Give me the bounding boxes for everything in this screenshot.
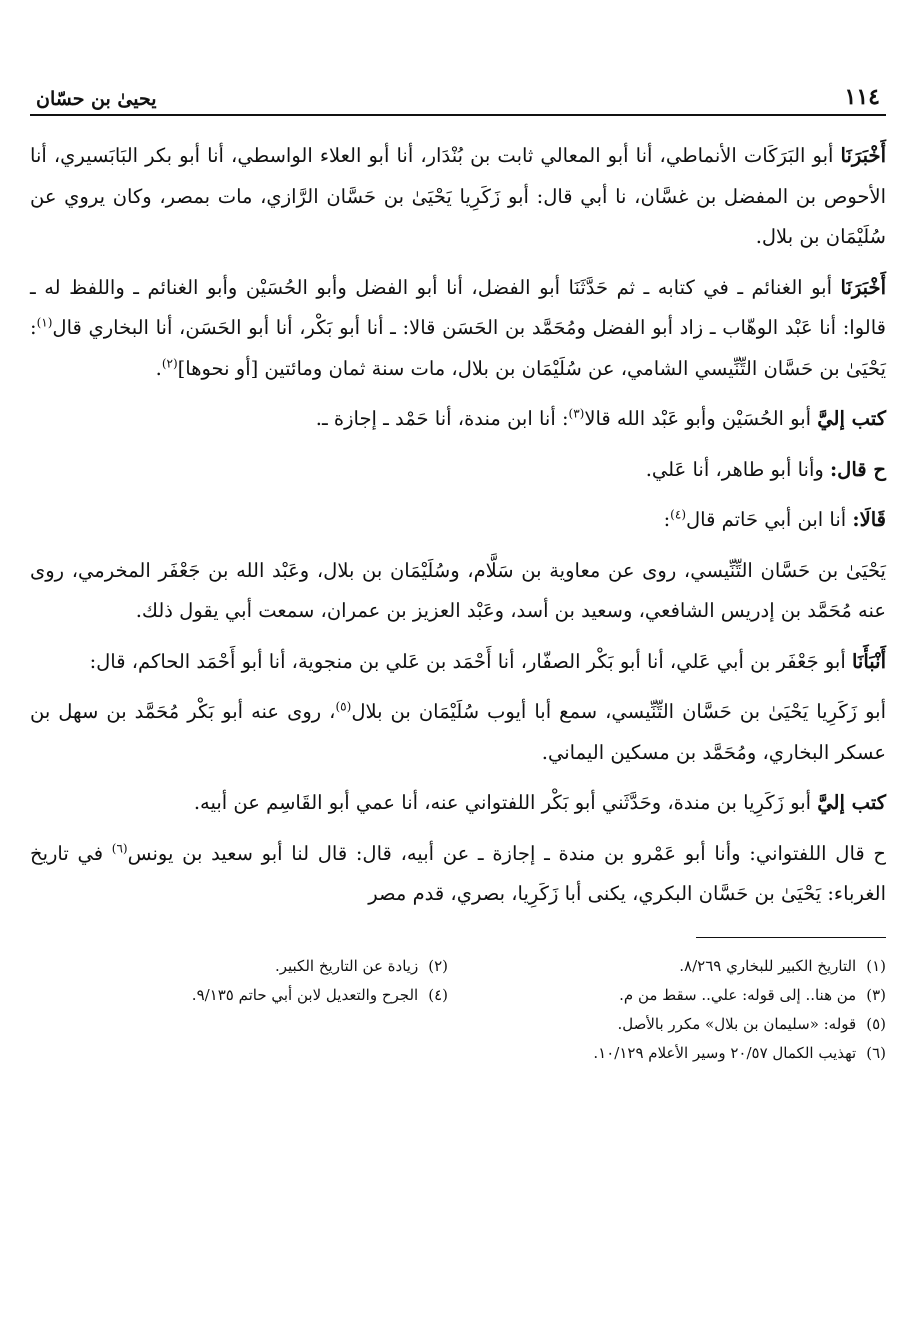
footnote	[468, 952, 886, 981]
footnote-number: (١)	[866, 956, 886, 975]
paragraph	[30, 783, 886, 824]
paragraph-text: أبو الحُسَيْن وأبو عَبْد الله قالا	[584, 407, 818, 430]
main-text	[30, 136, 886, 915]
footnote-ref[interactable]: (٣)	[568, 406, 585, 421]
footnote-number: (٥)	[866, 1014, 886, 1033]
paragraph-text: يَحْيَىٰ بن حَسَّان التِّنِّيسي، روى عن معاوية بن سَلَّام، وسُلَيْمَان بن بلال، وعَبْد الله بن جَعْفَر المخرمي، روى عنه مُحَمَّد بن إدريس الشافعي، وسعيد بن أسد، وعَبْد العزيز بن عمران، سمعت أبي يقول ذلك.	[30, 558, 886, 622]
footnote-text: الجرح والتعديل لابن أبي حاتم ٩/١٣٥.	[191, 985, 419, 1004]
paragraph-text: .	[155, 356, 162, 380]
paragraph-text: أنا ابن أبي حَاتم قال	[686, 508, 853, 531]
paragraph-text: أبو زَكَرِيا بن مندة، وحَدَّثَني أبو بَكْر اللفتواني عنه، أنا عمي أبو القَاسِم عن أبيه.	[193, 791, 818, 814]
paragraph-text: :	[663, 508, 671, 531]
paragraph	[30, 834, 886, 915]
paragraph-text: أبو زَكَرِيا يَحْيَىٰ بن حَسَّان التِّنِّيسي، سمع أبا أيوب سُلَيْمَان بن بلال	[351, 700, 886, 723]
footnote-text: التاريخ الكبير للبخاري ٨/٢٦٩.	[679, 956, 857, 975]
page-number: ١١٤	[844, 84, 880, 110]
paragraph-lead: أَنْبَأَنَا	[851, 649, 886, 673]
paragraph	[30, 136, 886, 258]
paragraph-lead: أَخْبَرَنَا	[840, 275, 886, 299]
footnote-text: زيادة عن التاريخ الكبير.	[274, 956, 419, 975]
header-rule	[30, 114, 886, 116]
footnote-number: (٣)	[866, 985, 886, 1004]
paragraph-lead: ح قال:	[829, 457, 886, 481]
paragraph	[30, 551, 886, 632]
book-page	[30, 70, 886, 1068]
footnote	[30, 952, 448, 981]
footnote-text: قوله: «سليمان بن بلال» مكرر بالأصل.	[617, 1014, 857, 1033]
paragraph-text: أبو البَرَكَات الأنماطي، أنا أبو المعالي ثابت بن بُنْدَار، أنا أبو العلاء الواسطي، أنا أبو بكر البَابَسيري، أنا الأحوص بن المفضل بن غسَّان، نا أبي قال: أبو زَكَرِيا يَحْيَىٰ بن حَسَّان الرَّازي، مات بمصر، وكان يروي عن سُلَيْمَان بن بلال.	[30, 144, 886, 248]
footnote-number: (٦)	[866, 1043, 886, 1062]
footnote	[468, 981, 886, 1010]
paragraph-lead: كتب إليَّ	[817, 407, 886, 430]
paragraph	[30, 642, 886, 683]
paragraph-text: أبو الغنائم ـ في كتابه ـ ثم حَدَّثَنَا أبو الفضل، أنا أبو الفضل وأبو الحُسَيْن وأبو الغنائم ـ واللفظ له ـ قالوا: أنا عَبْد الوهّاب ـ زاد أبو الفضل ومُحَمَّد بن الحَسَن قالا: ـ أنا أبو بَكْر، أنا أبو الحَسَن، أنا البخاري قال	[30, 275, 886, 339]
paragraph	[30, 268, 886, 390]
paragraph-text: في تاريخ الغرباء: يَحْيَىٰ بن حَسَّان البكري، يكنى أبا زَكَرِيا، بصري، قدم مصر	[30, 841, 886, 905]
footnote-rule	[696, 937, 886, 938]
paragraph	[30, 500, 886, 541]
footnote	[30, 1010, 886, 1039]
paragraph-text: : يَحْيَىٰ بن حَسَّان التِّنِّيسي الشامي، عن سُلَيْمَان بن بلال، مات سنة ثمان ومائتين [أو نحوها]	[30, 316, 886, 380]
page-header	[30, 70, 886, 110]
paragraph	[30, 692, 886, 773]
paragraph	[30, 450, 886, 491]
running-title: يحيىٰ بن حسّان	[36, 88, 157, 110]
paragraph-text: وأنا أبو طاهر، أنا عَلي.	[645, 457, 830, 481]
footnote-number: (٤)	[428, 985, 448, 1004]
footnote	[30, 981, 448, 1010]
footnote-ref[interactable]: (٤)	[670, 507, 686, 522]
footnote-ref[interactable]: (٢)	[161, 356, 178, 370]
footnote-text: من هنا.. إلى قوله: علي.. سقط من م.	[619, 985, 857, 1004]
footnote-ref[interactable]: (٥)	[335, 699, 352, 714]
paragraph-text: ح قال اللفتواني: وأنا أبو عَمْرو بن مندة ـ إجازة ـ عن أبيه، قال: قال لنا أبو سعيد بن يونس	[127, 841, 886, 865]
paragraph-text: : أنا ابن مندة، أنا حَمْد ـ إجازة ـ.	[315, 407, 569, 430]
footnote-ref[interactable]: (٦)	[111, 841, 128, 855]
paragraph-text: أبو جَعْفَر بن أبي عَلي، أنا أبو بَكْر الصفّار، أنا أَحْمَد بن عَلي بن منجوية، أنا أبو أَحْمَد الحاكم، قال:	[89, 649, 852, 673]
paragraph	[30, 399, 886, 440]
footnote	[30, 1039, 886, 1068]
paragraph-text: ، روى عنه أبو بَكْر مُحَمَّد بن سهل بن عسكر البخاري، ومُحَمَّد بن مسكين اليماني.	[30, 700, 886, 764]
paragraph-lead: أَخْبَرَنَا	[840, 144, 886, 167]
footnote-number: (٢)	[428, 956, 448, 975]
footnote-ref[interactable]: (١)	[36, 315, 53, 330]
footnote-text: تهذيب الكمال ٢٠/٥٧ وسير الأعلام ١٠/١٢٩.	[593, 1043, 857, 1062]
footnotes	[30, 952, 886, 1068]
paragraph-lead: قَالَا:	[852, 508, 886, 531]
paragraph-lead: كتب إليَّ	[817, 791, 886, 814]
